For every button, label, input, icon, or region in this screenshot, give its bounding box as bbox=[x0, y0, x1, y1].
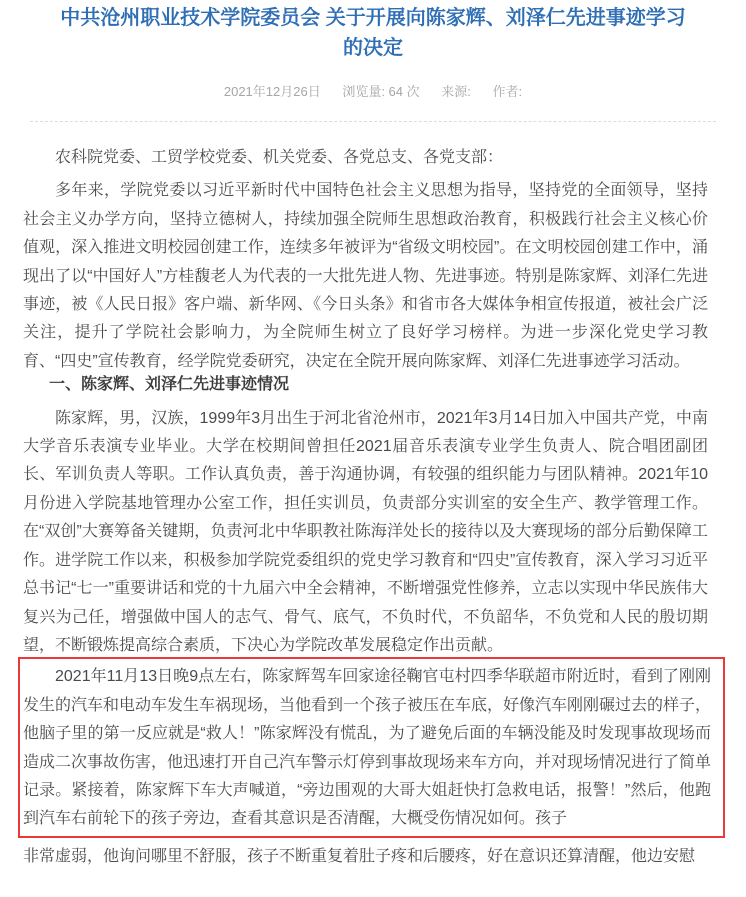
section-heading: 一、陈家辉、刘泽仁先进事迹情况 bbox=[49, 376, 290, 394]
salutation-paragraph: 农科院党委、工贸学校党委、机关党委、各党总支、各党支部： bbox=[55, 149, 504, 166]
bio-paragraph: 陈家辉，男，汉族，1999年3月出生于河北省沧州市，2021年3月14日加入中国共产党，中南大学音乐表演专业毕业。大学在校期间曾担任2021届音乐表演专业学生负责人、院合唱团副团长、军训负责人等职。工作认真负责，善于沟通协调，有较强的组织能力与团队精神。2021年10月份进入学院基地管理办公室工作，担任实训员，负责部分实训室的安全生产、教学管理工作。在“双创”大赛筹备关键期，负责河北中华职教社陈海洋处长的接待以及大赛现场的部分后勤保障工作。进学院工作以来，积极参加学院党委组织的党史学习教育和“四史”宣传教育，深入学习习近平总书记“七一”重要讲话和党的十九届六中全会精神，不断增强党性修养，立志以实现中华民族伟大复兴为己任，增强做中国人的志气、骨气、底气，不负时代，不负韶华，不负党和人民的殷切期望，不断锻炼提高综合素质，下决心为学院改革发展稳定作出贡献。 bbox=[23, 409, 708, 654]
page-title bbox=[28, 3, 718, 63]
article-meta bbox=[0, 84, 746, 100]
highlight-box bbox=[18, 657, 725, 837]
source-label: 来源: bbox=[441, 84, 471, 99]
highlighted-paragraph: 2021年11月13日晚9点左右，陈家辉驾车回家途径鞠官屯村四季华联超市附近时，看到了刚刚发生的汽车和电动车发生车祸现场，当他看到一个孩子被压在车底，好像汽车刚刚碾过去的样子，他脑子里的第一反应就是“救人！”陈家辉没有慌乱，为了避免后面的车辆没能及时发现事故现场而造成二次事故伤害，他迅速打开自己汽车警示灯停到事故现场来车方向，并对现场情况进行了简单记录。紧接着，陈家辉下车大声喊道，“旁边围观的大哥大姐赶快打急救电话，报警！”然后，他跑到汽车右前轮下的孩子旁边，查看其意识是否清醒，大概受伤情况如何。孩子 bbox=[23, 668, 712, 828]
publish-date: 2021年12月26日 bbox=[223, 84, 321, 99]
page-title-line1: 中共沧州职业技术学院委员会 关于开展向陈家辉、刘泽仁先进事迹学习 bbox=[60, 7, 686, 29]
page-title-line2: 的决定 bbox=[343, 37, 403, 59]
continuation-paragraph: 非常虚弱，他询问哪里不舒服，孩子不断重复着肚子疼和后腰疼，好在意识还算清醒，他边安慰 bbox=[23, 847, 696, 865]
article-body bbox=[0, 122, 746, 871]
view-count: 浏览量: 64 次 bbox=[342, 84, 420, 99]
intro-paragraph: 多年来，学院党委以习近平新时代中国特色社会主义思想为指导，坚持党的全面领导，坚持社会主义办学方向，坚持立德树人，持续加强全院师生思想政治教育，积极践行社会主义核心价值观，深入推进文明校园创建工作，连续多年被评为“省级文明校园”。在文明校园创建工作中，涌现出了以“中国好人”方桂馥老人为代表的一大批先进人物、先进事迹。特别是陈家辉、刘泽仁先进事迹，被《人民日报》客户端、新华网、《今日头条》和省市各大媒体争相宣传报道，被社会广泛关注，提升了学院社会影响力，为全院师生树立了良好学习榜样。为进一步深化党史学习教育、“四史”宣传教育，经学院党委研究，决定在全院开展向陈家辉、刘泽仁先进事迹学习活动。 bbox=[23, 182, 708, 370]
author-label: 作者: bbox=[492, 84, 523, 99]
